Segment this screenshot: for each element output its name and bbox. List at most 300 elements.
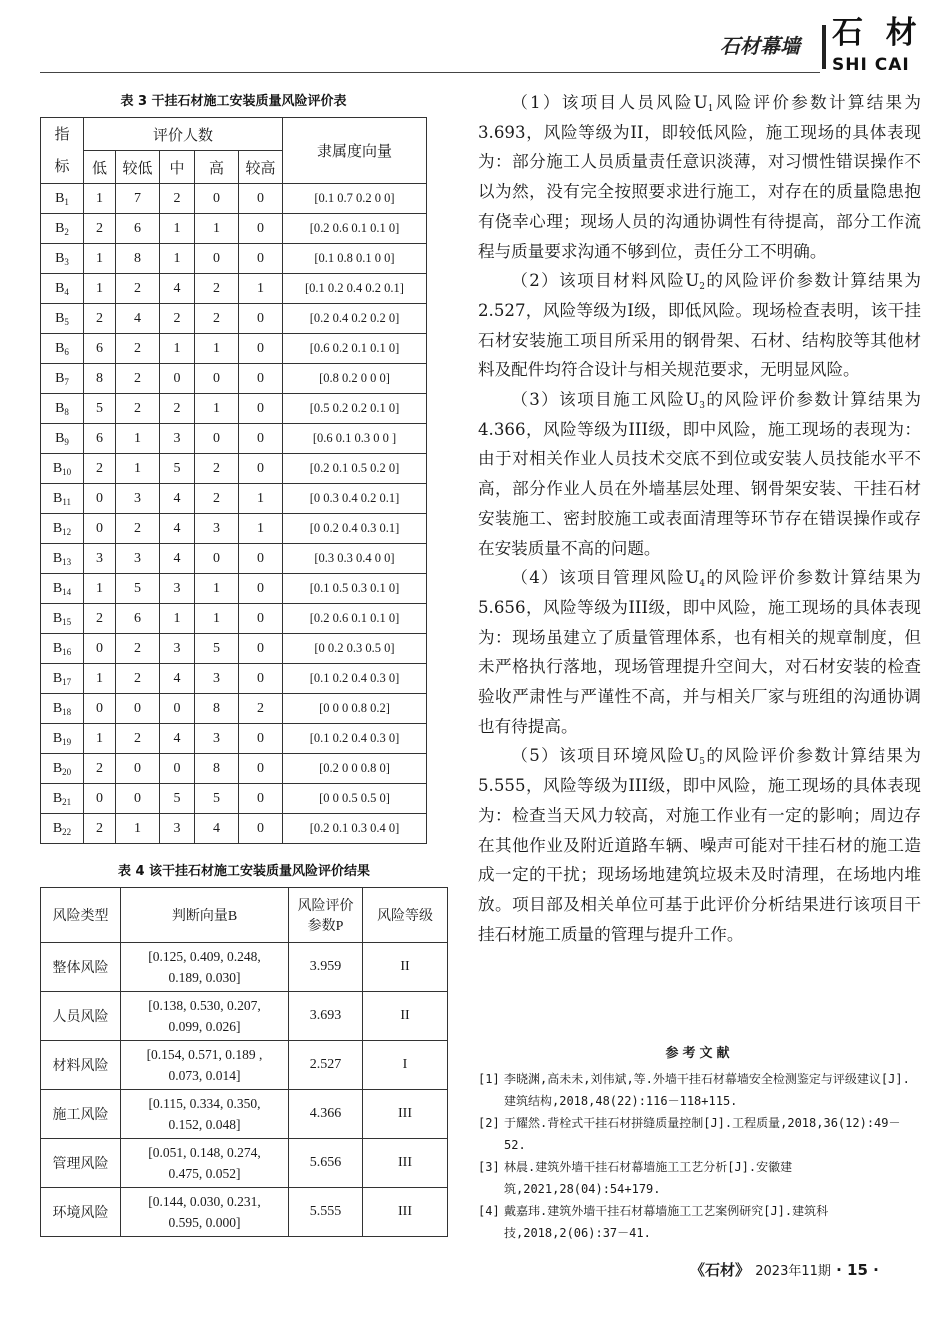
table3-count: 4 [195,814,239,844]
table3-count: 0 [116,754,160,784]
table3-level: 较高 [239,151,283,184]
body-text [478,88,921,949]
table3-indicator [41,814,84,844]
table3-count: 0 [84,514,116,544]
table3-count: 1 [160,334,195,364]
table3-count: 2 [116,724,160,754]
table3-count: 1 [160,214,195,244]
table3-count: 3 [84,544,116,574]
indicator-letter: B [55,400,65,416]
table3-count: 0 [239,784,283,814]
subscript: 1 [707,104,714,114]
paragraph-text: 的风险评价参数计算结果为5.656，风险等级为III级，即中风险，施工现场的具体表现为：现场虽建立了质量管理体系，也有相关的规章制度，但未严格执行落地，现场管理提升空间大，对石材安装的检查验收严肃性与严谨性不高，并与相关厂家与班组的沟通协调也有待提高。 [478,568,922,736]
indicator-index: 18 [62,706,72,717]
table3-vector: [0.1 0.2 0.4 0.2 0.1] [283,274,427,304]
table-row [41,943,448,992]
judgment-vector [121,992,289,1041]
table3-count: 0 [239,604,283,634]
vector-line-2: 0.152, 0.048] [168,1117,241,1132]
vector-line-1: [0.138, 0.530, 0.207, [148,998,261,1013]
table3-header-vector: 隶属度向量 [283,118,427,184]
page-number: · 15 · [836,1261,879,1279]
vector-line-1: [0.051, 0.148, 0.274, [148,1145,261,1160]
table3-vector: [0.1 0.7 0.2 0 0] [283,184,427,214]
header-rule [40,72,820,73]
table3-count: 3 [116,544,160,574]
table3-indicator [41,604,84,634]
paragraph-text: （4）该项目管理风险U [511,568,700,588]
table3-count: 3 [160,634,195,664]
table-row [41,244,427,274]
vector-line-2: 0.595, 0.000] [168,1215,241,1230]
table3-count: 2 [160,394,195,424]
table3-count: 0 [239,544,283,574]
table3-indicator [41,694,84,724]
table3-indicator [41,304,84,334]
table3-count: 2 [160,184,195,214]
table3-count: 0 [239,214,283,244]
table3-count: 0 [239,364,283,394]
table3-indicator [41,394,84,424]
table3-vector: [0.2 0.4 0.2 0.2 0] [283,304,427,334]
subscript: 2 [699,282,705,293]
table3-indicator [41,514,84,544]
paragraph-text: 的风险评价参数计算结果为2.527，风险等级为I级，即低风险。现场检查表明，该干挂石材安装施工项目所采用的钢骨架、石材、结构胶等其他材料及配件均符合设计与相关规范要求，无明显风险。 [478,271,922,380]
table-row [41,394,427,424]
table4-header: 风险类型 [41,888,121,943]
table3-header-count: 评价人数 [84,118,283,151]
table3-count: 4 [160,724,195,754]
indicator-letter: B [55,370,65,386]
table3-count: 1 [84,574,116,604]
table3-count: 1 [84,184,116,214]
table3-count: 1 [84,724,116,754]
table3-count: 6 [116,604,160,634]
table3-count: 0 [195,244,239,274]
table3-count: 1 [195,394,239,424]
risk-parameter: 4.366 [289,1090,363,1139]
table-row [41,364,427,394]
table3-vector: [0.6 0.2 0.1 0.1 0] [283,334,427,364]
table3-count: 0 [84,634,116,664]
table3-count: 1 [116,454,160,484]
paragraph [478,88,921,266]
table-row [41,184,427,214]
table3-indicator [41,664,84,694]
reference-number: [4] [478,1204,500,1218]
table3-count: 1 [160,244,195,274]
reference-text: 于耀然.背栓式干挂石材拼缝质量控制[J].工程质量,2018,36(12):49－52. [504,1116,901,1152]
table3-vector: [0.2 0.6 0.1 0.1 0] [283,604,427,634]
risk-grade: I [363,1041,448,1090]
table3-count: 5 [160,454,195,484]
paragraph-text: （2）该项目材料风险U [511,271,700,291]
risk-type: 管理风险 [41,1139,121,1188]
risk-grade: III [363,1188,448,1237]
table3-count: 0 [160,694,195,724]
indicator-index: 7 [64,376,69,387]
vector-line-1: [0.125, 0.409, 0.248, [148,949,261,964]
table3-count: 2 [239,694,283,724]
table3-count: 0 [239,634,283,664]
table3-caption: 表 3 干挂石材施工安装质量风险评价表 [120,94,347,109]
table3-indicator [41,484,84,514]
table3-level: 中 [160,151,195,184]
indicator-letter: B [52,640,63,656]
table3-count: 2 [84,754,116,784]
risk-parameter: 3.693 [289,992,363,1041]
table3-count: 0 [239,724,283,754]
table3-count: 2 [195,484,239,514]
table3-count: 0 [239,754,283,784]
indicator-letter: B [52,790,63,806]
subscript: 5 [699,757,705,768]
table4-header: 风险评价参数P [289,888,363,943]
table3-count: 1 [160,604,195,634]
indicator-index: 12 [62,526,72,537]
table3-indicator [41,274,84,304]
reference-number: [3] [478,1160,500,1174]
table3-count: 3 [195,664,239,694]
indicator-letter: B [52,700,63,716]
references-list [478,1068,921,1244]
indicator-letter: B [52,670,63,686]
table3-count: 7 [116,184,160,214]
table3-vector: [0 0.3 0.4 0.2 0.1] [283,484,427,514]
indicator-index: 19 [62,736,72,747]
indicator-letter: B [52,760,63,776]
paragraph-text: 的风险评价参数计算结果为4.366，风险等级为III级，即中风险，施工现场的表现为：由于对相关作业人员技术交底不到位或安装人员技能水平不高，部分作业人员在外墙基层处理、钢骨架安装、干挂石材安装施工、密封胶施工或表面清理等环节存在错误操作或存在安装质量不高的问题。 [478,390,922,558]
indicator-index: 4 [64,286,69,297]
table3-count: 4 [116,304,160,334]
table3-count: 4 [160,274,195,304]
table3 [40,117,427,844]
footer-journal: 《石材》 [690,1261,751,1279]
page-footer [690,1259,879,1280]
table3-count: 1 [195,214,239,244]
vector-line-1: [0.144, 0.030, 0.231, [148,1194,261,1209]
paragraph-text: （3）该项目施工风险U [511,390,700,410]
table4-caption: 表 4 该干挂石材施工安装质量风险评价结果 [117,864,371,879]
table3-count: 4 [160,544,195,574]
judgment-vector [121,1188,289,1237]
paragraph [478,385,921,563]
indicator-letter: B [55,310,65,326]
indicator-index: 21 [62,796,72,807]
table-row [41,484,427,514]
risk-parameter: 3.959 [289,943,363,992]
risk-type: 整体风险 [41,943,121,992]
risk-parameter: 5.656 [289,1139,363,1188]
table3-vector: [0.2 0 0 0.8 0] [283,754,427,784]
table3-vector: [0.2 0.6 0.1 0.1 0] [283,214,427,244]
risk-type: 人员风险 [41,992,121,1041]
table-row [41,634,427,664]
risk-grade: II [363,992,448,1041]
table3-count: 2 [116,634,160,664]
indicator-letter: B [52,820,63,836]
page-header [0,0,950,80]
table-row [41,334,427,364]
table3-count: 3 [160,424,195,454]
table3-count: 0 [195,184,239,214]
table-row [41,694,427,724]
indicator-index: 13 [62,556,72,567]
table3-vector: [0.1 0.5 0.3 0.1 0] [283,574,427,604]
table3-count: 0 [239,244,283,274]
table3-vector: [0.2 0.1 0.3 0.4 0] [283,814,427,844]
vector-line-1: [0.115, 0.334, 0.350, [148,1096,261,1111]
table3-indicator [41,184,84,214]
vector-line-2: 0.475, 0.052] [168,1166,241,1181]
table3-header-indicator: 指标 [41,118,84,184]
table3-vector: [0.3 0.3 0.4 0 0] [283,544,427,574]
footer-issue: 2023年11期 [755,1264,831,1279]
table3-count: 0 [195,364,239,394]
vector-line-2: 0.099, 0.026] [168,1019,241,1034]
table3-count: 2 [84,454,116,484]
indicator-index: 15 [62,616,72,627]
judgment-vector [121,1090,289,1139]
table3-count: 0 [239,334,283,364]
risk-type: 材料风险 [41,1041,121,1090]
table3-count: 1 [239,514,283,544]
table3-indicator [41,244,84,274]
indicator-index: 14 [62,586,72,597]
table3-count: 0 [239,184,283,214]
table3-count: 6 [116,214,160,244]
table3-count: 1 [239,484,283,514]
table3-count: 0 [84,694,116,724]
table3-level: 高 [195,151,239,184]
table3-count: 5 [84,394,116,424]
vector-line-2: 0.073, 0.014] [168,1068,241,1083]
table3-vector: [0.5 0.2 0.2 0.1 0] [283,394,427,424]
table-row [41,454,427,484]
table-row [41,1188,448,1237]
table3-vector: [0 0 0.5 0.5 0] [283,784,427,814]
indicator-index: 2 [64,226,69,237]
table3-count: 2 [116,274,160,304]
table3-count: 1 [195,574,239,604]
table3-count: 5 [195,784,239,814]
table3-count: 1 [84,274,116,304]
table3-count: 0 [84,784,116,814]
table3-count: 0 [116,784,160,814]
vector-line-2: 0.189, 0.030] [168,970,241,985]
indicator-letter: B [52,550,63,566]
table3-count: 1 [84,664,116,694]
table3-vector: [0.1 0.2 0.4 0.3 0] [283,664,427,694]
table3-count: 0 [116,694,160,724]
table3-count: 8 [195,754,239,784]
table3-count: 2 [195,454,239,484]
table3-level: 较低 [116,151,160,184]
section-title: 石材幕墙 [720,34,800,58]
table3-vector: [0 0.2 0.3 0.5 0] [283,634,427,664]
judgment-vector [121,943,289,992]
table3-count: 0 [239,394,283,424]
table3-indicator [41,364,84,394]
table3-indicator [41,544,84,574]
indicator-letter: B [55,340,65,356]
reference-item [478,1156,921,1200]
table3-count: 0 [160,754,195,784]
table3-count: 0 [195,424,239,454]
table3-vector: [0 0.2 0.4 0.3 0.1] [283,514,427,544]
table3-count: 1 [84,244,116,274]
subscript: 4 [699,579,705,590]
table3-count: 1 [195,604,239,634]
indicator-index: 10 [62,466,72,477]
subscript: 3 [699,401,705,412]
table3-count: 1 [195,334,239,364]
table3-indicator [41,334,84,364]
table3-count: 4 [160,484,195,514]
journal-brand: 石 材 [832,15,923,51]
indicator-index: 22 [62,826,72,837]
indicator-letter: B [55,220,65,236]
table3-count: 5 [116,574,160,604]
table3-count: 5 [195,634,239,664]
table-row [41,1139,448,1188]
risk-grade: III [363,1139,448,1188]
table-row [41,724,427,754]
risk-parameter: 5.555 [289,1188,363,1237]
table3-count: 2 [160,304,195,334]
reference-text: 林晨.建筑外墙干挂石材幕墙施工工艺分析[J].安徽建筑,2021,28(04):54+179. [504,1160,793,1196]
paragraph [478,563,921,741]
table3-vector: [0.6 0.1 0.3 0 0 ] [283,424,427,454]
table3-count: 8 [116,244,160,274]
table-row [41,992,448,1041]
table3-count: 3 [160,814,195,844]
table4 [40,887,448,1237]
table3-vector: [0.2 0.1 0.5 0.2 0] [283,454,427,484]
paragraph-text: 风险评价参数计算结果为3.693，风险等级为II，即较低风险，施工现场的具体表现为：部分施工人员质量责任意识淡薄，对习惯性错误操作不以为然，没有完全按照要求进行施工，对存在的质量隐患抱有侥幸心理；现场人员的沟通协调性有待提高，部分工作流程与质量要求沟通不够到位，责任分工不明确。 [478,93,922,261]
indicator-index: 20 [62,766,72,777]
indicator-index: 9 [64,436,69,447]
table-row [41,604,427,634]
indicator-index: 11 [62,496,71,507]
table-row [41,304,427,334]
reference-text: 李晓渊,高未未,刘伟斌,等.外墙干挂石材幕墙安全检测鉴定与评级建议[J].建筑结构,2018,48(22):116－118+115. [504,1072,910,1108]
risk-parameter: 2.527 [289,1041,363,1090]
risk-type: 施工风险 [41,1090,121,1139]
table3-vector: [0.1 0.2 0.4 0.3 0] [283,724,427,754]
paragraph-text: 的风险评价参数计算结果为5.555，风险等级为III级，即中风险，施工现场的具体表现为：检查当天风力较高，对施工作业有一定的影响；周边存在其他作业及附近道路车辆、噪声可能对干挂石材的施工造成一定的干扰；现场场地建筑垃圾未及时清理，在场地内堆放。项目部及相关单位可基于此评价分析结果进行该项目干挂石材施工质量的管理与提升工作。 [478,746,922,944]
table3-vector: [0.8 0.2 0 0 0] [283,364,427,394]
reference-text: 戴嘉玮.建筑外墙干挂石材幕墙施工工艺案例研究[J].建筑科技,2018,2(06):37－41. [504,1204,829,1240]
table3-count: 2 [84,304,116,334]
paragraph [478,266,921,385]
indicator-letter: B [55,280,65,296]
indicator-index: 8 [64,406,69,417]
judgment-vector [121,1041,289,1090]
table3-count: 8 [84,364,116,394]
indicator-index: 16 [62,646,72,657]
table3-count: 2 [116,514,160,544]
table3-count: 6 [84,334,116,364]
table3-vector: [0.1 0.8 0.1 0 0] [283,244,427,274]
reference-item [478,1068,921,1112]
indicator-letter: B [55,250,65,266]
indicator-letter: B [52,490,63,506]
reference-item [478,1112,921,1156]
table3-count: 3 [160,574,195,604]
indicator-index: 1 [64,196,69,207]
indicator-letter: B [52,460,63,476]
risk-type: 环境风险 [41,1188,121,1237]
table3-indicator [41,634,84,664]
table3-count: 0 [84,484,116,514]
table3-count: 1 [116,814,160,844]
paragraph [478,741,921,949]
indicator-index: 17 [62,676,72,687]
table3-indicator [41,574,84,604]
table-row [41,754,427,784]
risk-grade: III [363,1090,448,1139]
table3-count: 3 [195,514,239,544]
references-title: 参考文献 [665,1046,734,1061]
table-row [41,274,427,304]
table3-count: 0 [160,364,195,394]
table3-indicator [41,454,84,484]
table3-count: 0 [239,454,283,484]
table3-indicator [41,754,84,784]
reference-number: [2] [478,1116,500,1130]
indicator-letter: B [55,430,65,446]
table-row [41,1090,448,1139]
indicator-letter: B [52,520,63,536]
table-row [41,214,427,244]
indicator-letter: B [52,610,63,626]
indicator-index: 6 [64,346,69,357]
table3-count: 5 [160,784,195,814]
reference-item [478,1200,921,1244]
table3-count: 2 [84,814,116,844]
indicator-letter: B [55,190,65,206]
table3-count: 0 [239,664,283,694]
table3-vector: [0 0 0 0.8 0.2] [283,694,427,724]
table3-count: 4 [160,664,195,694]
table-row [41,424,427,454]
table-row [41,1041,448,1090]
table3-count: 0 [239,424,283,454]
table3-count: 0 [239,304,283,334]
table3-count: 2 [116,394,160,424]
table3-count: 2 [116,334,160,364]
table-row [41,784,427,814]
table3-count: 2 [84,604,116,634]
header-divider [822,25,826,69]
table3-count: 6 [84,424,116,454]
table-row [41,814,427,844]
paragraph-text: （5）该项目环境风险U [511,746,700,766]
table3-level: 低 [84,151,116,184]
table3-count: 2 [116,664,160,694]
table3-indicator [41,214,84,244]
table3-count: 8 [195,694,239,724]
table-row [41,664,427,694]
table3-count: 2 [195,304,239,334]
table3-count: 3 [195,724,239,754]
table3-indicator [41,424,84,454]
indicator-letter: B [52,730,63,746]
table4-header: 判断向量B [121,888,289,943]
table3-indicator [41,784,84,814]
journal-brand-en: SHI CAI [832,55,910,75]
